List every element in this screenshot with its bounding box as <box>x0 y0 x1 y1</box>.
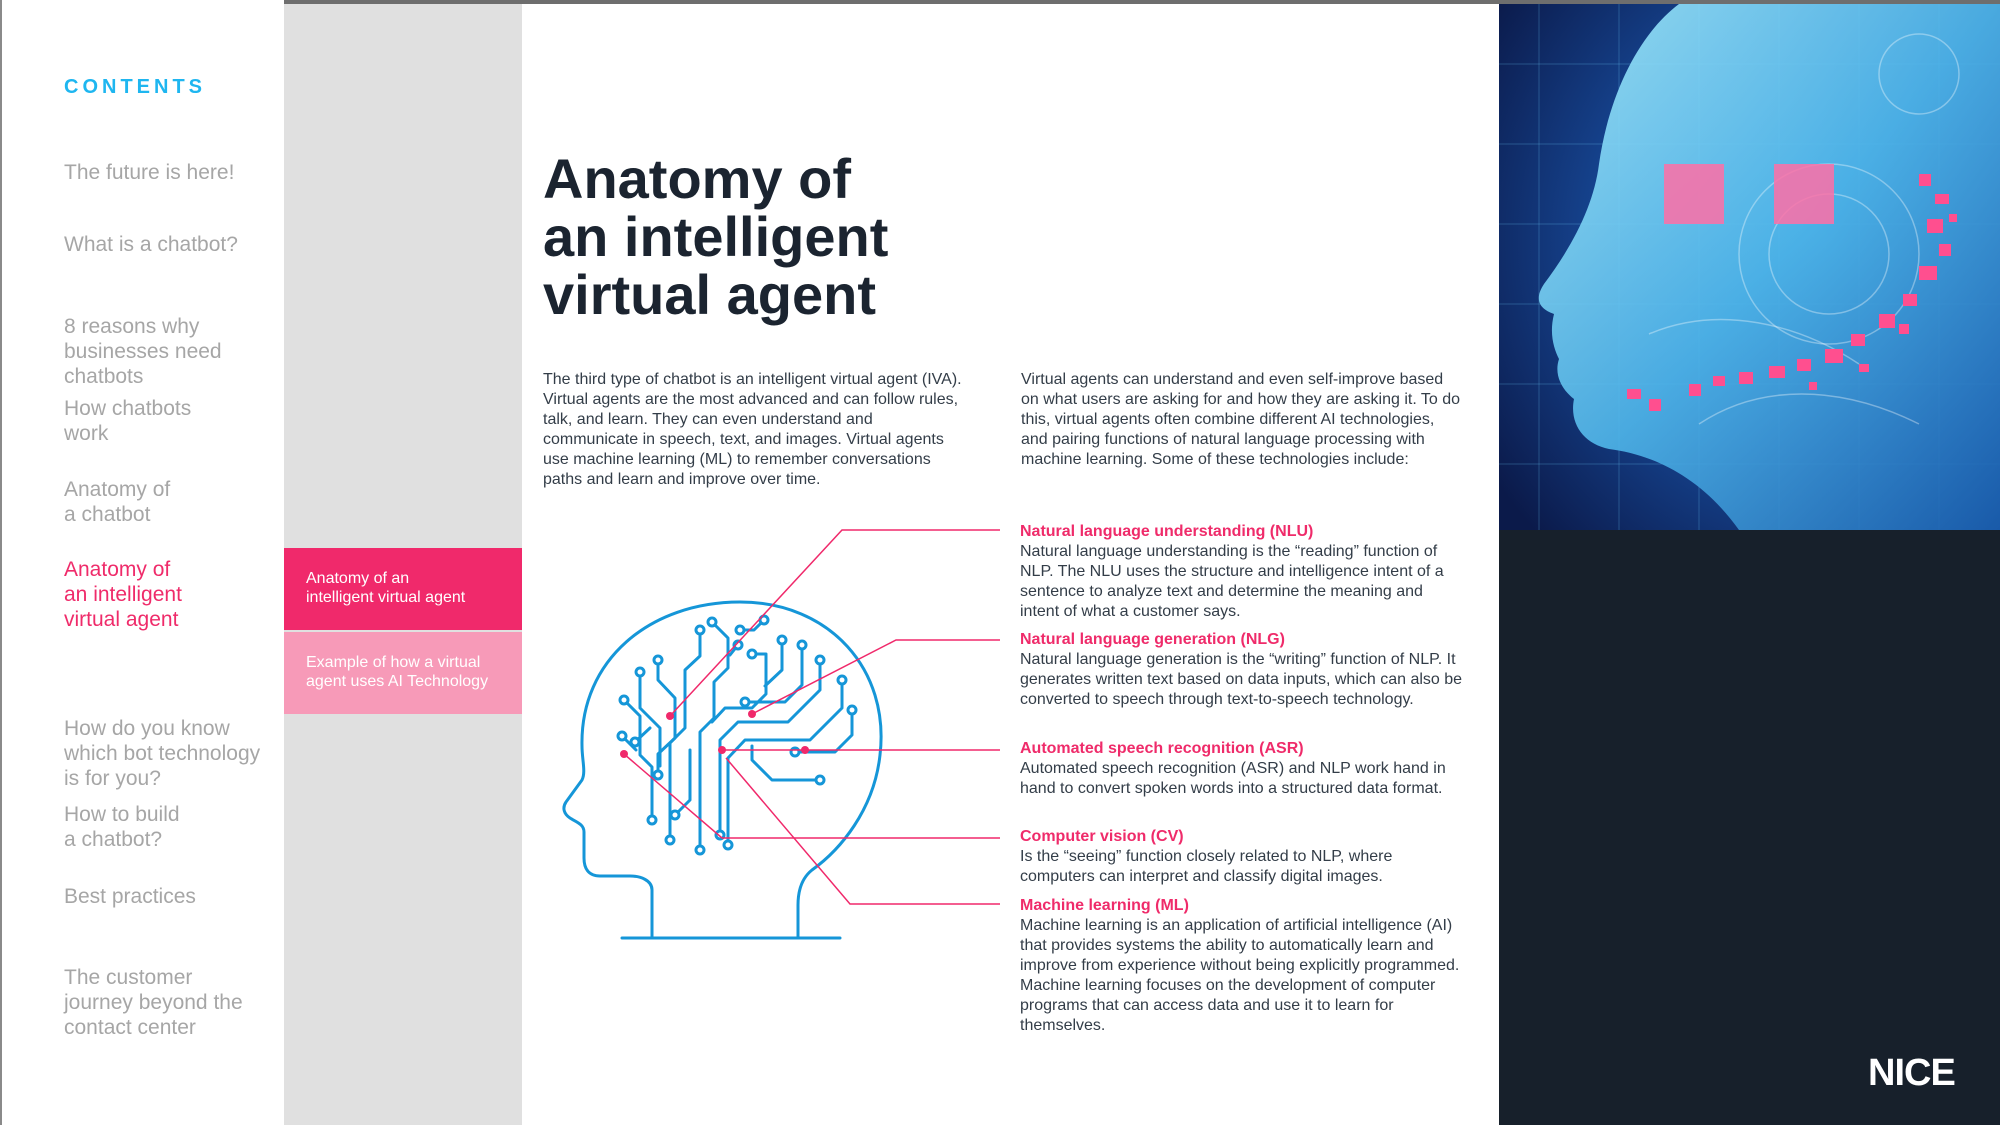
left-rule <box>0 0 2 1125</box>
tech-title-asr: Automated speech recognition (ASR) <box>1020 740 1304 757</box>
contents-sidebar <box>0 0 284 1125</box>
intro-paragraph-left: The third type of chatbot is an intelligent virtual agent (IVA). Virtual agents are the most advanced and can follow rules, talk, and learn. They can even understand and communicate in speech, text, and images. Virtual agents use machine learning (ML) to remember conversations paths and learn and improve over time. <box>543 371 962 488</box>
ai-head-hero-image <box>1499 4 2000 530</box>
nice-logo: NICE <box>1868 1052 1955 1094</box>
toc-item-customer-journey[interactable]: The customer journey beyond the contact center <box>64 966 243 1039</box>
toc-item-what-is-chatbot[interactable]: What is a chatbot? <box>64 233 238 256</box>
dark-footer-panel <box>1499 530 2000 1125</box>
toc-item-anatomy-chatbot[interactable]: Anatomy of a chatbot <box>64 478 171 526</box>
toc-item-future[interactable]: The future is here! <box>64 161 235 184</box>
toc-item-how-to-build[interactable]: How to build a chatbot? <box>64 803 180 851</box>
toc-item-best-practices[interactable]: Best practices <box>64 885 196 908</box>
tech-title-cv: Computer vision (CV) <box>1020 828 1184 845</box>
tech-title-nlu: Natural language understanding (NLU) <box>1020 523 1314 540</box>
brain-circuit-head-illustration <box>540 510 1020 950</box>
tech-title-nlg: Natural language generation (NLG) <box>1020 631 1285 648</box>
tech-desc-nlg: Natural language generation is the “writing” function of NLP. It generates written text based on data inputs, which can also be converted to speech through text-to-speech technology. <box>1020 651 1463 708</box>
toc-item-8-reasons[interactable]: 8 reasons why businesses need chatbots <box>64 315 222 388</box>
tech-desc-nlu: Natural language understanding is the “reading” function of NLP. The NLU uses the structure and intelligence intent of a sentence to analyze text and determine the meaning and intent of what a customer says. <box>1020 543 1444 620</box>
subnav-item-example-ai[interactable]: Example of how a virtual agent uses AI Technology <box>284 632 522 714</box>
tech-desc-cv: Is the “seeing” function closely related to NLP, where computers can interpret and classify digital images. <box>1020 848 1393 885</box>
page-title: Anatomy of an intelligent virtual agent <box>543 147 889 326</box>
intro-paragraph-right: Virtual agents can understand and even self-improve based on what users are asking for and how they are asking it. To do this, virtual agents often combine different AI technologies, and pairing functions of natural language processing with machine learning. Some of these technologies include: <box>1021 371 1461 468</box>
tech-item-ml <box>1020 896 1465 1036</box>
tech-item-asr <box>1020 739 1465 799</box>
tech-title-ml: Machine learning (ML) <box>1020 897 1189 914</box>
subnav-item-anatomy-iva[interactable]: Anatomy of an intelligent virtual agent <box>284 548 522 630</box>
tech-desc-ml: Machine learning is an application of artificial intelligence (AI) that provides systems the ability to automatically learn and improve from experience without being explicitly programmed. Machine learning focuses on the development of computer programs that can access data and use it to learn for themselves. <box>1020 917 1460 1034</box>
toc-item-which-bot[interactable]: How do you know which bot technology is for you? <box>64 717 261 790</box>
contents-heading: CONTENTS <box>64 76 206 98</box>
toc-item-anatomy-iva[interactable]: Anatomy of an intelligent virtual agent <box>64 558 182 631</box>
tech-item-cv <box>1020 827 1465 887</box>
tech-desc-asr: Automated speech recognition (ASR) and NLP work hand in hand to convert spoken words into a structured data format. <box>1020 760 1446 797</box>
tech-item-nlu <box>1020 522 1465 622</box>
tech-item-nlg <box>1020 630 1465 710</box>
toc-item-how-chatbots-work[interactable]: How chatbots work <box>64 397 192 445</box>
